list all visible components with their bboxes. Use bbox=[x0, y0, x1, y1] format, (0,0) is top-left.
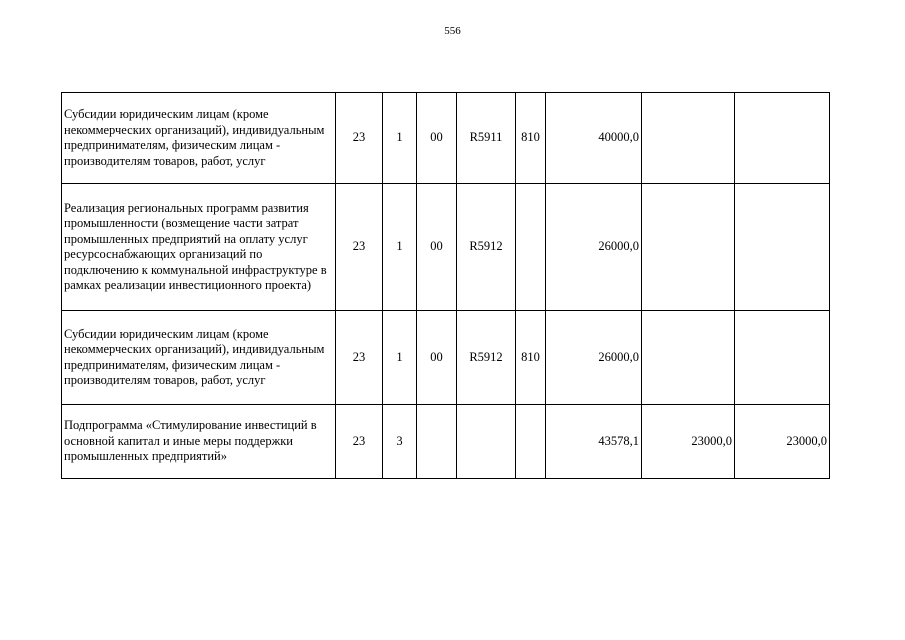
chapter-code: 23 bbox=[336, 184, 383, 311]
amount-year-3 bbox=[735, 311, 830, 405]
direction-code: R5911 bbox=[457, 93, 516, 184]
amount-year-2 bbox=[642, 311, 735, 405]
amount-year-2 bbox=[642, 184, 735, 311]
program-code: 1 bbox=[383, 93, 417, 184]
direction-code bbox=[457, 405, 516, 479]
direction-code: R5912 bbox=[457, 184, 516, 311]
budget-table bbox=[61, 92, 830, 479]
subprogram-code: 00 bbox=[417, 311, 457, 405]
expense-type-code: 810 bbox=[516, 311, 546, 405]
subprogram-code: 00 bbox=[417, 93, 457, 184]
amount-year-3 bbox=[735, 93, 830, 184]
expense-type-code bbox=[516, 184, 546, 311]
amount-year-3: 23000,0 bbox=[735, 405, 830, 479]
chapter-code: 23 bbox=[336, 405, 383, 479]
page-number: 556 bbox=[444, 25, 461, 37]
table-row bbox=[62, 311, 830, 405]
chapter-code: 23 bbox=[336, 93, 383, 184]
chapter-code: 23 bbox=[336, 311, 383, 405]
row-name: Субсидии юридическим лицам (кроме некоммерческих организаций), индивидуальным предпринимателям, физическим лицам - производителям товаров, работ, услуг bbox=[62, 93, 336, 184]
amount-year-1: 26000,0 bbox=[546, 184, 642, 311]
amount-year-1: 40000,0 bbox=[546, 93, 642, 184]
program-code: 1 bbox=[383, 311, 417, 405]
amount-year-2 bbox=[642, 93, 735, 184]
expense-type-code bbox=[516, 405, 546, 479]
row-name: Субсидии юридическим лицам (кроме некоммерческих организаций), индивидуальным предпринимателям, физическим лицам - производителям товаров, работ, услуг bbox=[62, 311, 336, 405]
direction-code: R5912 bbox=[457, 311, 516, 405]
amount-year-1: 26000,0 bbox=[546, 311, 642, 405]
program-code: 1 bbox=[383, 184, 417, 311]
table-row bbox=[62, 93, 830, 184]
row-name: Подпрограмма «Стимулирование инвестиций в основной капитал и иные меры поддержки промышленных предприятий» bbox=[62, 405, 336, 479]
subprogram-code: 00 bbox=[417, 184, 457, 311]
program-code: 3 bbox=[383, 405, 417, 479]
subprogram-code bbox=[417, 405, 457, 479]
expense-type-code: 810 bbox=[516, 93, 546, 184]
amount-year-3 bbox=[735, 184, 830, 311]
amount-year-1: 43578,1 bbox=[546, 405, 642, 479]
table-row bbox=[62, 405, 830, 479]
amount-year-2: 23000,0 bbox=[642, 405, 735, 479]
row-name: Реализация региональных программ развития промышленности (возмещение части затрат промышленных предприятий на оплату услуг ресурсоснабжающих организаций по подключению к коммунальной инфраструктуре в рамках реализации инвестиционного проекта) bbox=[62, 184, 336, 311]
table-row bbox=[62, 184, 830, 311]
